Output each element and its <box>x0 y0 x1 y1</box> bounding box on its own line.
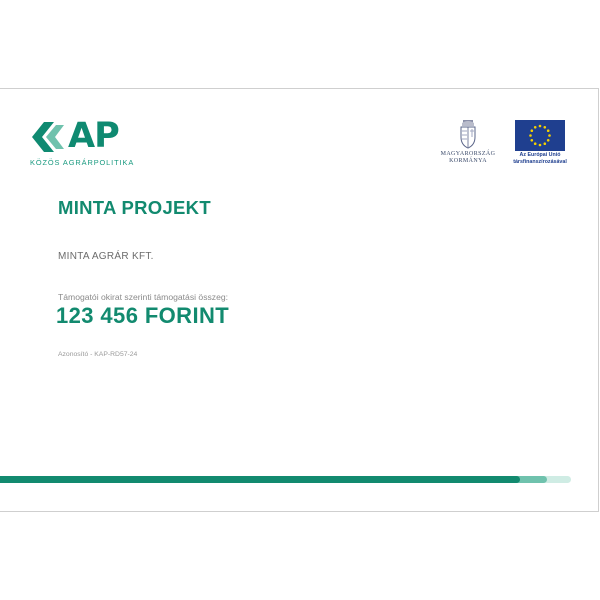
decorative-bar-main <box>0 476 520 483</box>
amount-label: Támogatói okirat szerinti támogatási összeg: <box>58 292 229 302</box>
government-logo <box>438 119 498 167</box>
eu-flag-icon <box>515 120 565 151</box>
kap-chevron-icon <box>30 119 70 155</box>
eu-logo <box>509 120 571 168</box>
government-name-line2: KORMÁNYA <box>449 158 487 164</box>
project-identifier: Azonosító - KAP-RD57-24 <box>58 351 138 358</box>
information-board <box>0 88 599 512</box>
eu-text-line2: társfinanszírozásával <box>513 159 567 165</box>
project-title: MINTA PROJEKT <box>58 197 211 218</box>
kap-subtitle: KÖZÖS AGRÁRPOLITIKA <box>30 158 135 167</box>
eu-text-line1: Az Európai Unió <box>519 152 561 158</box>
beneficiary-name: MINTA AGRÁR KFT. <box>58 251 154 262</box>
coat-of-arms-icon <box>458 119 478 149</box>
kap-wordmark: AP <box>68 116 119 156</box>
amount-value: 123 456 FORINT <box>56 303 230 328</box>
kap-logo <box>30 116 140 171</box>
government-name-line1: MAGYARORSZÁG <box>440 151 496 157</box>
